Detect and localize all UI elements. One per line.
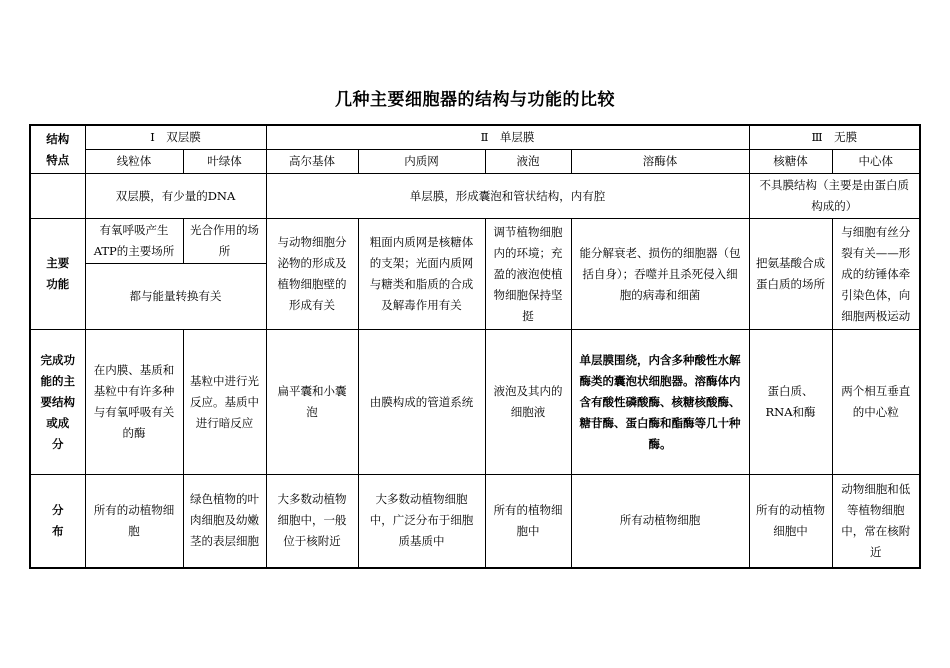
table-row — [30, 174, 920, 219]
table-row — [30, 125, 920, 150]
organelle-golgi: 高尔基体 — [266, 150, 358, 174]
function-lysosome: 能分解衰老、损伤的细胞器（包括自身）；吞噬并且杀死侵入细胞的病毒和细菌 — [571, 219, 749, 330]
function-mitochondria: 有氧呼吸产生ATP的主要场所 — [85, 219, 183, 264]
component-mitochondria: 在内膜、基质和基粒中有许多种与有氧呼吸有关的酶 — [85, 330, 183, 475]
row-header-components: 完成功 能的主 要结构 或成 分 — [30, 330, 85, 475]
page-title: 几种主要细胞器的结构与功能的比较 — [335, 90, 615, 110]
function-ribosome: 把氨基酸合成蛋白质的场所 — [749, 219, 832, 330]
organelle-mitochondria: 线粒体 — [85, 150, 183, 174]
component-lysosome: 单层膜围绕，内含多种酸性水解酶类的囊泡状细胞器。溶酶体内含有酸性磷酸酶、核糖核酸酶、糖苷酶、蛋白酶和酯酶等几十种酶。 — [571, 330, 749, 475]
table-row — [30, 150, 920, 174]
distribution-vacuole: 所有的植物细胞中 — [485, 475, 571, 568]
function-er: 粗面内质网是核糖体的支架；光面内质网与糖类和脂质的合成及解毒作用有关 — [358, 219, 485, 330]
function-double-common: 都与能量转换有关 — [85, 264, 266, 330]
organelle-vacuole: 液泡 — [485, 150, 571, 174]
table-row — [30, 219, 920, 264]
distribution-ribosome: 所有的动植物细胞中 — [749, 475, 832, 568]
component-chloroplast: 基粒中进行光反应。基质中进行暗反应 — [183, 330, 266, 475]
organelle-comparison-table — [29, 124, 921, 569]
function-vacuole: 调节植物细胞内的环境；充盈的液泡使植物细胞保持坚挺 — [485, 219, 571, 330]
organelle-er: 内质网 — [358, 150, 485, 174]
row-header-function: 主要 功能 — [30, 219, 85, 330]
organelle-centrosome: 中心体 — [832, 150, 920, 174]
component-vacuole: 液泡及其内的细胞液 — [485, 330, 571, 475]
component-centrosome: 两个相互垂直的中心粒 — [832, 330, 920, 475]
row-header-distribution: 分 布 — [30, 475, 85, 568]
feature-double: 双层膜，有少量的DNA — [85, 174, 266, 219]
component-er: 由膜构成的管道系统 — [358, 330, 485, 475]
table-row — [30, 330, 920, 475]
organelle-lysosome: 溶酶体 — [571, 150, 749, 174]
feature-single: 单层膜，形成囊泡和管状结构，内有腔 — [266, 174, 749, 219]
row-header-structure: 结构 特点 — [30, 125, 85, 174]
distribution-lysosome: 所有动植物细胞 — [571, 475, 749, 568]
group-double-membrane: Ⅰ 双层膜 — [85, 125, 266, 150]
function-chloroplast: 光合作用的场所 — [183, 219, 266, 264]
organelle-chloroplast: 叶绿体 — [183, 150, 266, 174]
distribution-chloroplast: 绿色植物的叶肉细胞及幼嫩茎的表层细胞 — [183, 475, 266, 568]
distribution-er: 大多数动植物细胞中，广泛分布于细胞质基质中 — [358, 475, 485, 568]
distribution-mitochondria: 所有的动植物细胞 — [85, 475, 183, 568]
function-centrosome: 与细胞有丝分裂有关——形成的纺锤体牵引染色体，向细胞两极运动 — [832, 219, 920, 330]
organelle-ribosome: 核糖体 — [749, 150, 832, 174]
row-header-blank — [30, 174, 85, 219]
distribution-golgi: 大多数动植物细胞中，一般位于核附近 — [266, 475, 358, 568]
group-single-membrane: Ⅱ 单层膜 — [266, 125, 749, 150]
component-golgi: 扁平囊和小囊泡 — [266, 330, 358, 475]
table-row — [30, 475, 920, 568]
distribution-centrosome: 动物细胞和低等植物细胞中，常在核附近 — [832, 475, 920, 568]
function-golgi: 与动物细胞分泌物的形成及植物细胞壁的形成有关 — [266, 219, 358, 330]
group-no-membrane: Ⅲ 无膜 — [749, 125, 920, 150]
component-ribosome: 蛋白质、RNA和酶 — [749, 330, 832, 475]
feature-none: 不具膜结构（主要是由蛋白质构成的） — [749, 174, 920, 219]
